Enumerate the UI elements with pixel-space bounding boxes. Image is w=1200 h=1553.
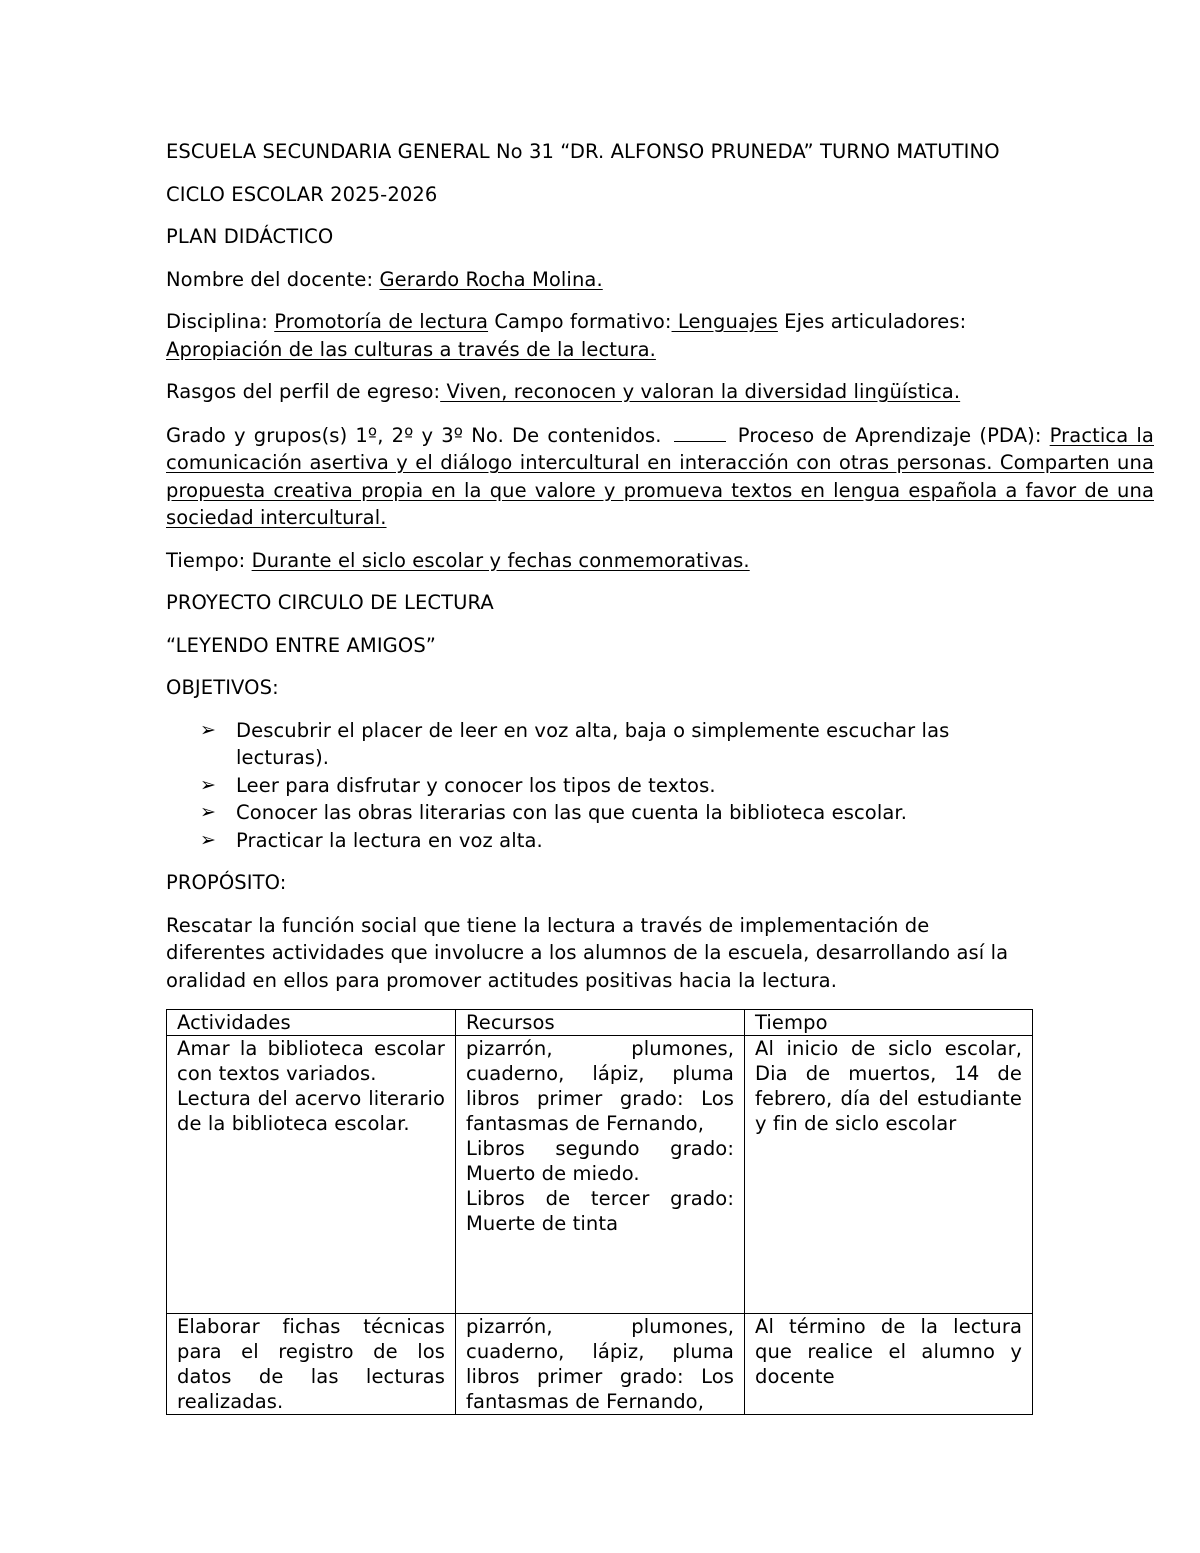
pda-value: Practica la comunicación asertiva y el diálogo intercultural en interacción con otras personas. Comparten una propuesta creativa propia en la que valore y promueva textos en lengua española a favor de una sociedad intercultural. [166,423,1154,529]
table-row [167,1314,1033,1415]
pda-label: Proceso de Aprendizaje (PDA): [729,423,1042,447]
time-value: Durante el siclo escolar y fechas conmemorativas. [251,548,750,572]
cell-recursos: pizarrón, plumones, cuaderno, lápiz, pluma libros primer grado: Los fantasmas de Fernando, [456,1314,745,1415]
header-recursos: Recursos [456,1010,745,1036]
purpose-title: PROPÓSITO: [166,871,287,894]
list-item: ➢ Descubrir el placer de leer en voz alta, baja o simplemente escuchar las lecturas). [200,718,950,769]
grade-label: Grado y grupos(s) 1º, 2º y 3º No. De contenidos. [166,423,670,447]
profile-value: Viven, reconocen y valoran la diversidad lingüística. [440,380,961,403]
arrow-bullet-icon: ➢ [200,801,217,823]
discipline-label: Disciplina: [166,310,275,333]
list-item: ➢ Conocer las obras literarias con las que cuenta la biblioteca escolar. [166,799,1032,827]
time-line [166,547,1154,575]
campo-label: Campo formativo: [488,310,672,333]
teacher-line [166,266,1154,294]
teacher-label: Nombre del docente: [166,267,380,291]
header-actividades: Actividades [167,1010,456,1036]
header-tiempo: Tiempo [745,1010,1033,1036]
grade-paragraph [166,421,1154,532]
arrow-bullet-icon: ➢ [200,773,217,796]
school-title: ESCUELA SECUNDARIA GENERAL No 31 “DR. ALFONSO PRUNEDA” TURNO MATUTINO [166,140,1000,163]
school-cycle: CICLO ESCOLAR 2025-2026 [166,182,438,206]
discipline-paragraph [166,308,1154,363]
objectives-list [166,717,1032,855]
plan-title: PLAN DIDÁCTICO [166,225,334,248]
blank-line [674,421,726,442]
table-row [167,1036,1033,1314]
time-label: Tiempo: [166,548,252,572]
objectives-title: OBJETIVOS: [166,676,279,699]
cell-tiempo: Al término de la lectura que realice el alumno y docente [745,1314,1033,1415]
arrow-bullet-icon: ➢ [200,718,217,741]
cell-actividades: Elaborar fichas técnicas para el registro de los datos de las lecturas realizadas. [167,1314,456,1415]
document-page [166,138,1154,1415]
campo-value: Lenguajes [671,310,778,333]
list-item: ➢ Practicar la lectura en voz alta. [166,827,1032,855]
activities-table [166,1009,1033,1415]
table-header-row [167,1010,1033,1036]
teacher-name: Gerardo Rocha Molina. [379,267,603,291]
cell-tiempo: Al inicio de siclo escolar, Dia de muertos, 14 de febrero, día del estudiante y fin de siclo escolar [745,1036,1033,1314]
purpose-text: Rescatar la función social que tiene la lectura a través de implementación de diferentes actividades que involucre a los alumnos de la escuela, desarrollando así la oralidad en ellos para promover actitudes positivas hacia la lectura. [166,913,1009,992]
ejes-value: Apropiación de las culturas a través de la lectura. [166,337,656,361]
list-item: ➢ Leer para disfrutar y conocer los tipos de textos. [166,772,1032,800]
cell-recursos: pizarrón, plumones, cuaderno, lápiz, pluma libros primer grado: Los fantasmas de Fernando, Libros segundo grado: Muerto de miedo. Libros de tercer grado: Muerte de tinta [456,1036,745,1314]
profile-label: Rasgos del perfil de egreso: [166,380,441,403]
arrow-bullet-icon: ➢ [200,828,217,851]
cell-actividades: Amar la biblioteca escolar con textos variados. Lectura del acervo literario de la biblioteca escolar. [167,1036,456,1314]
ejes-label: Ejes articuladores: [777,310,967,333]
project-title: PROYECTO CIRCULO DE LECTURA [166,591,494,614]
project-name: “LEYENDO ENTRE AMIGOS” [166,633,437,657]
discipline-value: Promotoría de lectura [274,310,489,333]
profile-line [166,378,1154,406]
